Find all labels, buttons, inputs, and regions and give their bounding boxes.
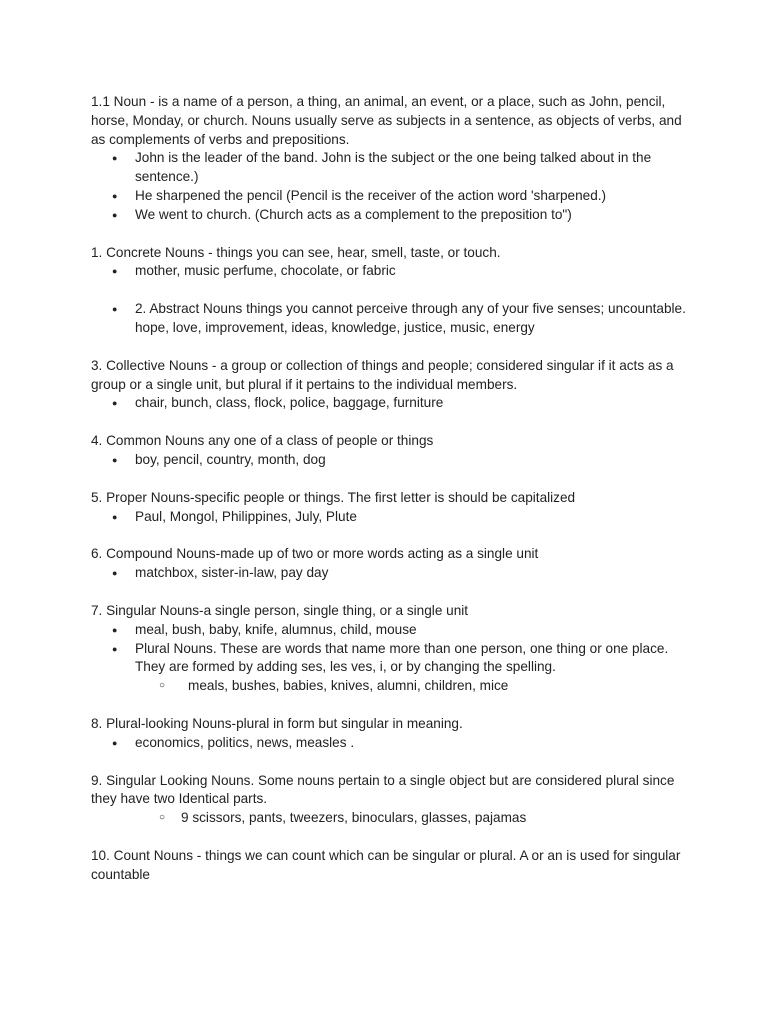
bullet-list	[91, 564, 691, 583]
bullet-list	[91, 451, 691, 470]
bullet-list	[91, 394, 691, 413]
list-item: ● John is the leader of the band. John is the subject or the one being talked about in the sentence.)	[91, 149, 691, 187]
section-concrete-nouns: 1. Concrete Nouns - things you can see, hear, smell, taste, or touch.	[91, 244, 501, 260]
section-proper-nouns: 5. Proper Nouns-specific people or things. The first letter is should be capitalized	[91, 489, 576, 505]
sub-bullet-list	[91, 809, 691, 828]
list-item: ● economics, politics, news, measles .	[91, 734, 691, 753]
list-item: ● boy, pencil, country, month, dog	[91, 451, 691, 470]
sub-list-item: ○ meals, bushes, babies, knives, alumni, children, mice	[91, 677, 691, 696]
section-noun-definition: 1.1 Noun - is a name of a person, a thing, an animal, an event, or a place, such as John, pencil, horse, Monday, or church. Nouns usually serve as subjects in a sentence, as objects of verbs, and as complements of verbs and prepositions.	[91, 94, 682, 147]
document-body	[91, 93, 691, 885]
list-item: ● chair, bunch, class, flock, police, baggage, furniture	[91, 394, 691, 413]
list-item: ● We went to church. (Church acts as a complement to the preposition to")	[91, 206, 691, 225]
section-collective-nouns: 3. Collective Nouns - a group or collection of things and people; considered singular if it acts as a group or a single unit, but plural if it pertains to the individual members.	[91, 357, 674, 392]
list-item: ● Paul, Mongol, Philippines, July, Plute	[91, 508, 691, 527]
list-item: ● meal, bush, baby, knife, alumnus, child, mouse	[91, 621, 691, 640]
bullet-list	[91, 734, 691, 753]
bullet-list	[91, 262, 691, 281]
section-count-nouns: 10. Count Nouns - things we can count which can be singular or plural. A or an is used for singular countable	[91, 847, 681, 882]
list-item: ● matchbox, sister-in-law, pay day	[91, 564, 691, 583]
list-item: ● mother, music perfume, chocolate, or fabric	[91, 262, 691, 281]
sub-list-item: ○ 9 scissors, pants, tweezers, binoculars, glasses, pajamas	[91, 809, 691, 828]
section-plural-looking-nouns: 8. Plural-looking Nouns-plural in form but singular in meaning.	[91, 715, 463, 731]
bullet-list	[91, 149, 691, 224]
bullet-list	[91, 621, 691, 677]
list-item: ● Plural Nouns. These are words that name more than one person, one thing or one place. They are formed by adding ses, les ves, i, or by changing the spelling.	[91, 640, 691, 678]
section-compound-nouns: 6. Compound Nouns-made up of two or more words acting as a single unit	[91, 546, 539, 562]
bullet-list	[91, 508, 691, 527]
list-item: ● He sharpened the pencil (Pencil is the receiver of the action word 'sharpened.)	[91, 187, 691, 206]
section-singular-nouns: 7. Singular Nouns-a single person, single thing, or a single unit	[91, 602, 469, 618]
bullet-list	[91, 300, 691, 338]
sub-bullet-list	[91, 677, 691, 696]
list-item: ● 2. Abstract Nouns things you cannot perceive through any of your five senses; uncountable. hope, love, improvement, ideas, knowledge, justice, music, energy	[91, 300, 691, 338]
section-singular-looking-nouns: 9. Singular Looking Nouns. Some nouns pertain to a single object but are considered plural since they have two Identical parts.	[91, 772, 675, 807]
section-common-nouns: 4. Common Nouns any one of a class of people or things	[91, 433, 434, 449]
